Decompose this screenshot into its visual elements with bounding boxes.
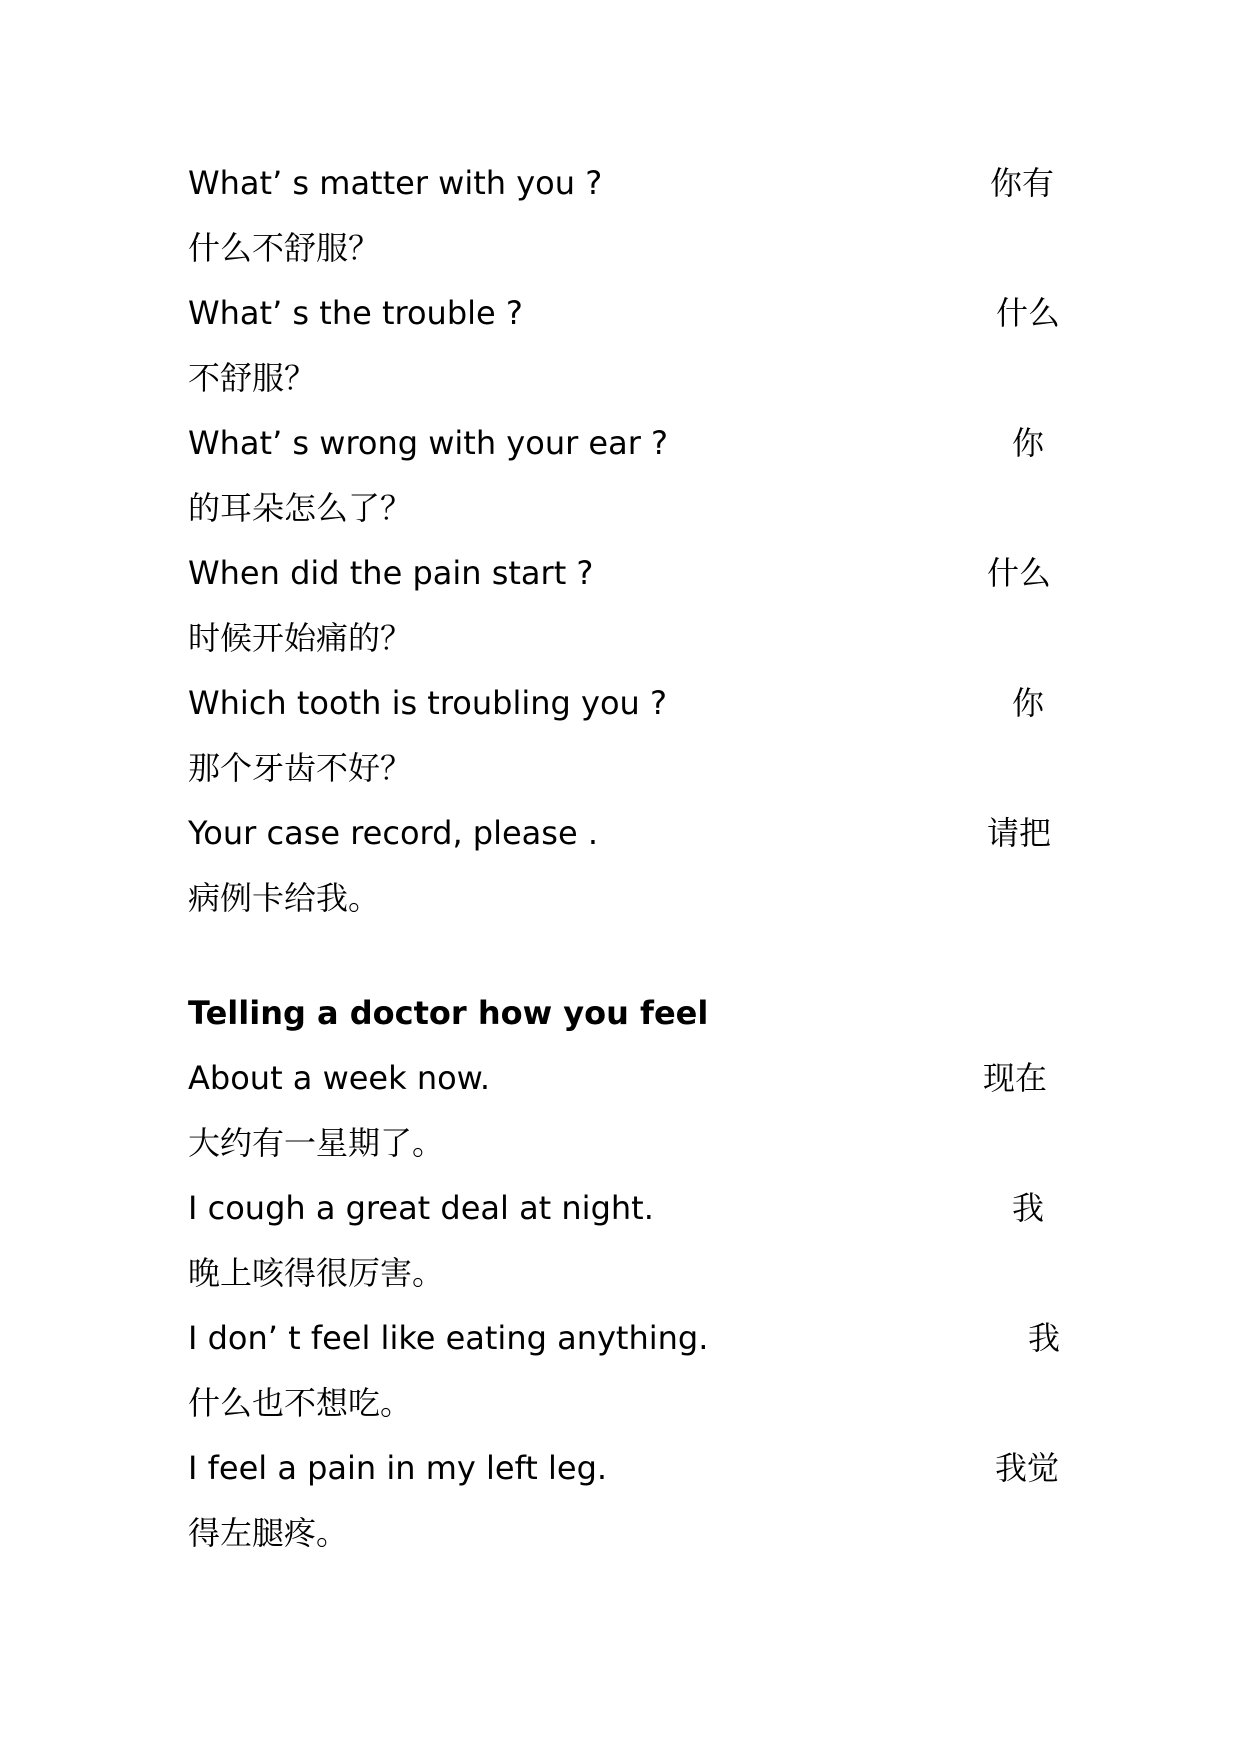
chinese-translation-start: 什么	[987, 554, 1052, 592]
chinese-translation-continued: 病例卡给我。	[188, 879, 381, 917]
chinese-translation-continued: 晚上咳得很厉害。	[188, 1254, 445, 1292]
chinese-translation-start: 你	[1012, 424, 1045, 462]
chinese-translation-continued: 不舒服？	[188, 359, 317, 397]
chinese-translation-continued: 大约有一星期了。	[188, 1124, 445, 1162]
chinese-translation-start: 请把	[987, 814, 1052, 852]
english-phrase: About a week now.	[188, 1059, 491, 1097]
english-phrase: What’ s matter with you ?	[188, 164, 603, 202]
chinese-translation-continued: 那个牙齿不好？	[188, 749, 413, 787]
chinese-translation-continued: 什么也不想吃。	[188, 1384, 413, 1422]
chinese-translation-start: 你有	[990, 164, 1055, 202]
chinese-translation-continued: 得左腿疼。	[188, 1514, 349, 1552]
chinese-translation-continued: 什么不舒服？	[188, 229, 381, 267]
english-phrase: I don’ t feel like eating anything.	[188, 1319, 709, 1357]
english-phrase: When did the pain start ?	[188, 554, 594, 592]
chinese-translation-start: 我觉	[995, 1449, 1060, 1487]
chinese-translation-start: 我	[1028, 1319, 1061, 1357]
section-heading: Telling a doctor how you feel	[188, 994, 709, 1032]
english-phrase: Your case record, please .	[188, 814, 598, 852]
chinese-translation-start: 我	[1012, 1189, 1045, 1227]
chinese-translation-start: 你	[1012, 684, 1045, 722]
english-phrase: I cough a great deal at night.	[188, 1189, 654, 1227]
chinese-translation-continued: 时候开始痛的？	[188, 619, 413, 657]
chinese-translation-start: 什么	[996, 294, 1061, 332]
chinese-translation-start: 现在	[983, 1059, 1048, 1097]
english-phrase: I feel a pain in my left leg.	[188, 1449, 608, 1487]
english-phrase: Which tooth is troubling you ?	[188, 684, 667, 722]
english-phrase: What’ s the trouble ?	[188, 294, 523, 332]
chinese-translation-continued: 的耳朵怎么了？	[188, 489, 413, 527]
english-phrase: What’ s wrong with your ear ?	[188, 424, 669, 462]
